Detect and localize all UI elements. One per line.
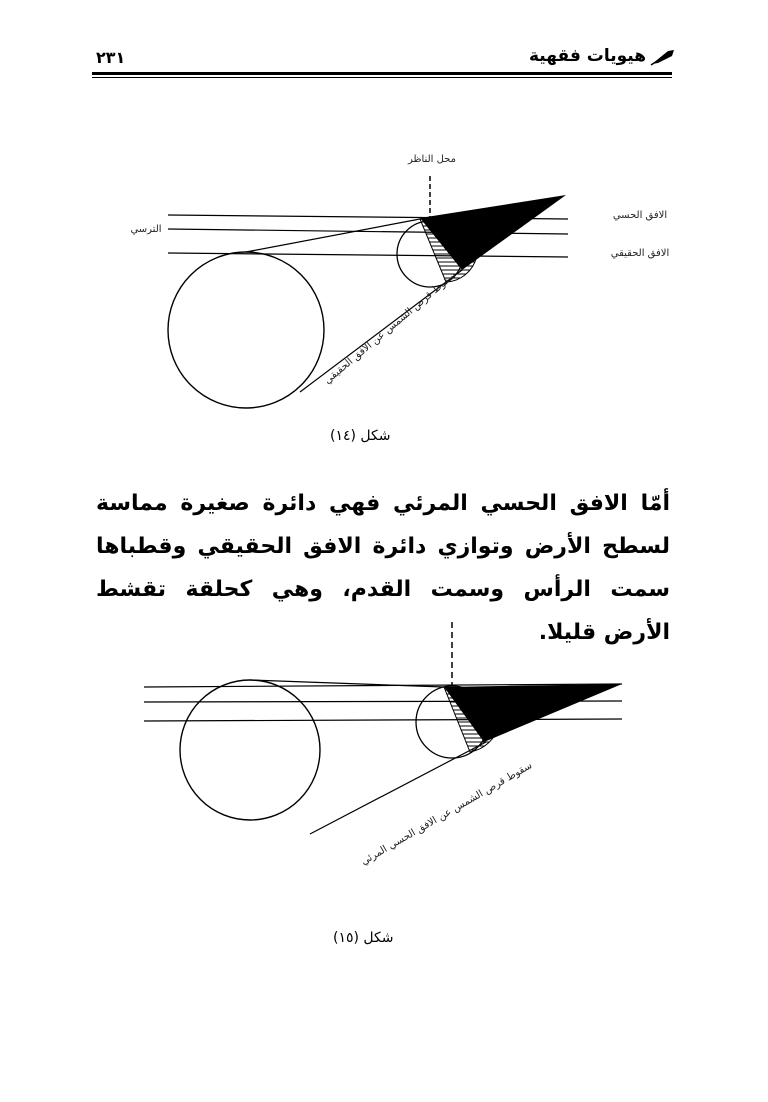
earth-circle: [180, 680, 320, 820]
arc-label: سقوط قرص الشمس عن الافق الحسي المرئي: [359, 760, 535, 868]
earth-circle: [168, 252, 324, 408]
observer-label: محل الناظر: [408, 154, 456, 165]
page-number: ٢٣١: [96, 48, 126, 67]
figure-14-caption: شكل (١٤): [330, 428, 391, 444]
body-paragraph: أمّا الافق الحسي المرئي فهي دائرة صغيرة مماسة لسطح الأرض وتوازي دائرة الافق الحقيقي وقطباها سمت الرأس وسمت القدم، وهي كحلقة تقشط الأرض قليلا.: [96, 491, 670, 645]
figure-14: [0, 0, 768, 440]
true-horizon-label: الافق الحقيقي: [610, 248, 670, 259]
tangent-upper: [246, 219, 420, 252]
tangent-lower: [310, 742, 486, 834]
tarsi-label: الترسي: [130, 224, 162, 235]
true-horizon-line: [144, 719, 622, 721]
arc-label: سقوط قرص الشمس عن الافق الحقيقي: [322, 269, 459, 387]
figure-15-caption: شكل (١٥): [333, 930, 394, 946]
figure-15: [0, 620, 768, 940]
running-header-title: هيويات فقهية: [529, 46, 646, 66]
sensible-horizon-label: الافق الحسي: [612, 210, 668, 221]
